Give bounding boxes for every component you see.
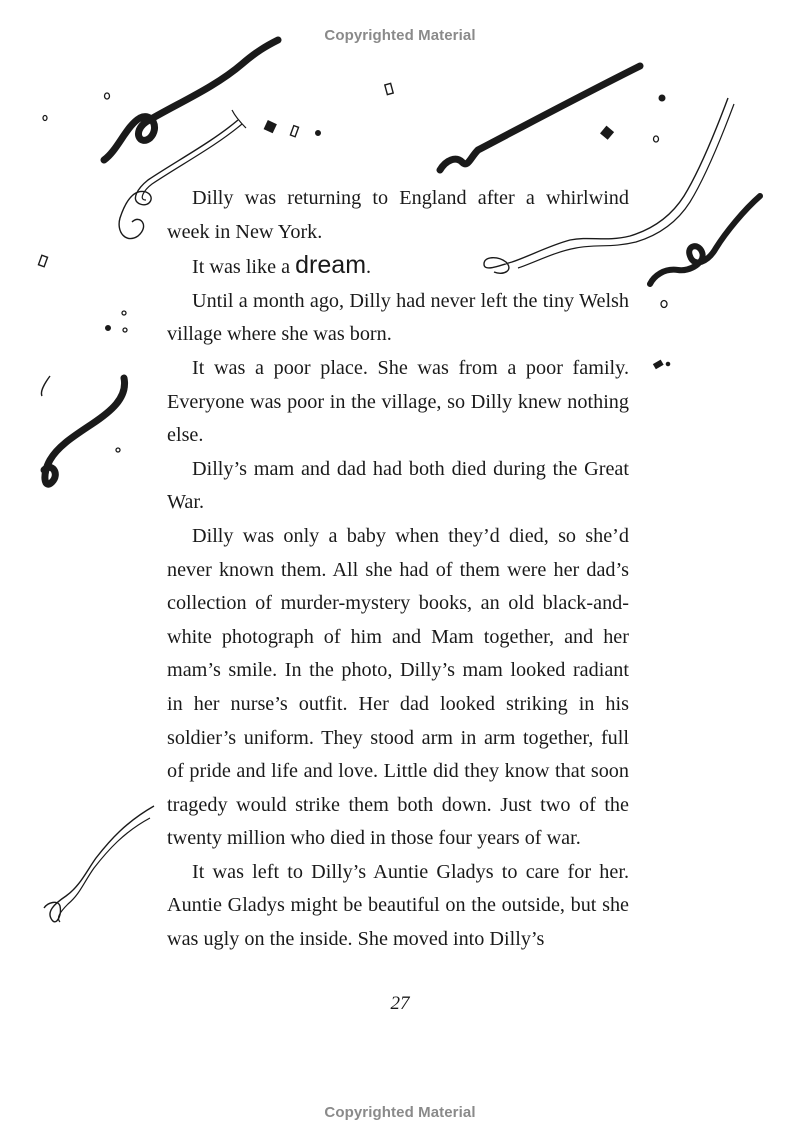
paragraph-2 (167, 249, 629, 285)
streamer-left-lower-icon (44, 806, 154, 922)
paragraph-4: It was a poor place. She was from a poor family. Everyone was poor in the village, so Dilly knew nothing else. (167, 356, 629, 447)
paragraph-2-after: . (366, 256, 372, 279)
paragraph-7: It was left to Dilly’s Auntie Gladys to care for her. Auntie Gladys might be beautiful on the outside, but she was ugly on the inside. She moved into Dilly’s (167, 860, 629, 951)
streamer-left-middle-icon (41, 376, 124, 484)
paragraph-6: Dilly was only a baby when they’d died, so she’d never known them. All she had of them were her dad’s collection of murder-mystery books, an old black-and-white photograph of him and Mam together, and her mam’s smile. In the photo, Dilly’s mam looked radiant in her nurse’s outfit. Her dad looked striking in his soldier’s uniform. They stood arm in arm together, full of pride and life and love. Little did they know that soon tragedy would strike them both down. Just two of the twenty million who died in those four years of war. (167, 524, 629, 850)
paragraph-3: Until a month ago, Dilly had never left the tiny Welsh village where she was born. (167, 289, 629, 346)
paragraph-2-emphasis: dream (295, 251, 367, 280)
paragraph-1: Dilly was returning to England after a whirlwind week in New York. (167, 187, 629, 243)
paragraph-2-before: It was like a (192, 256, 296, 279)
copyright-watermark-top: Copyrighted Material (324, 27, 476, 44)
body-text (167, 182, 629, 957)
page-number: 27 (390, 993, 410, 1014)
copyright-watermark-bottom: Copyrighted Material (324, 1104, 476, 1121)
paragraph-5: Dilly’s mam and dad had both died during the Great War. (167, 457, 629, 514)
